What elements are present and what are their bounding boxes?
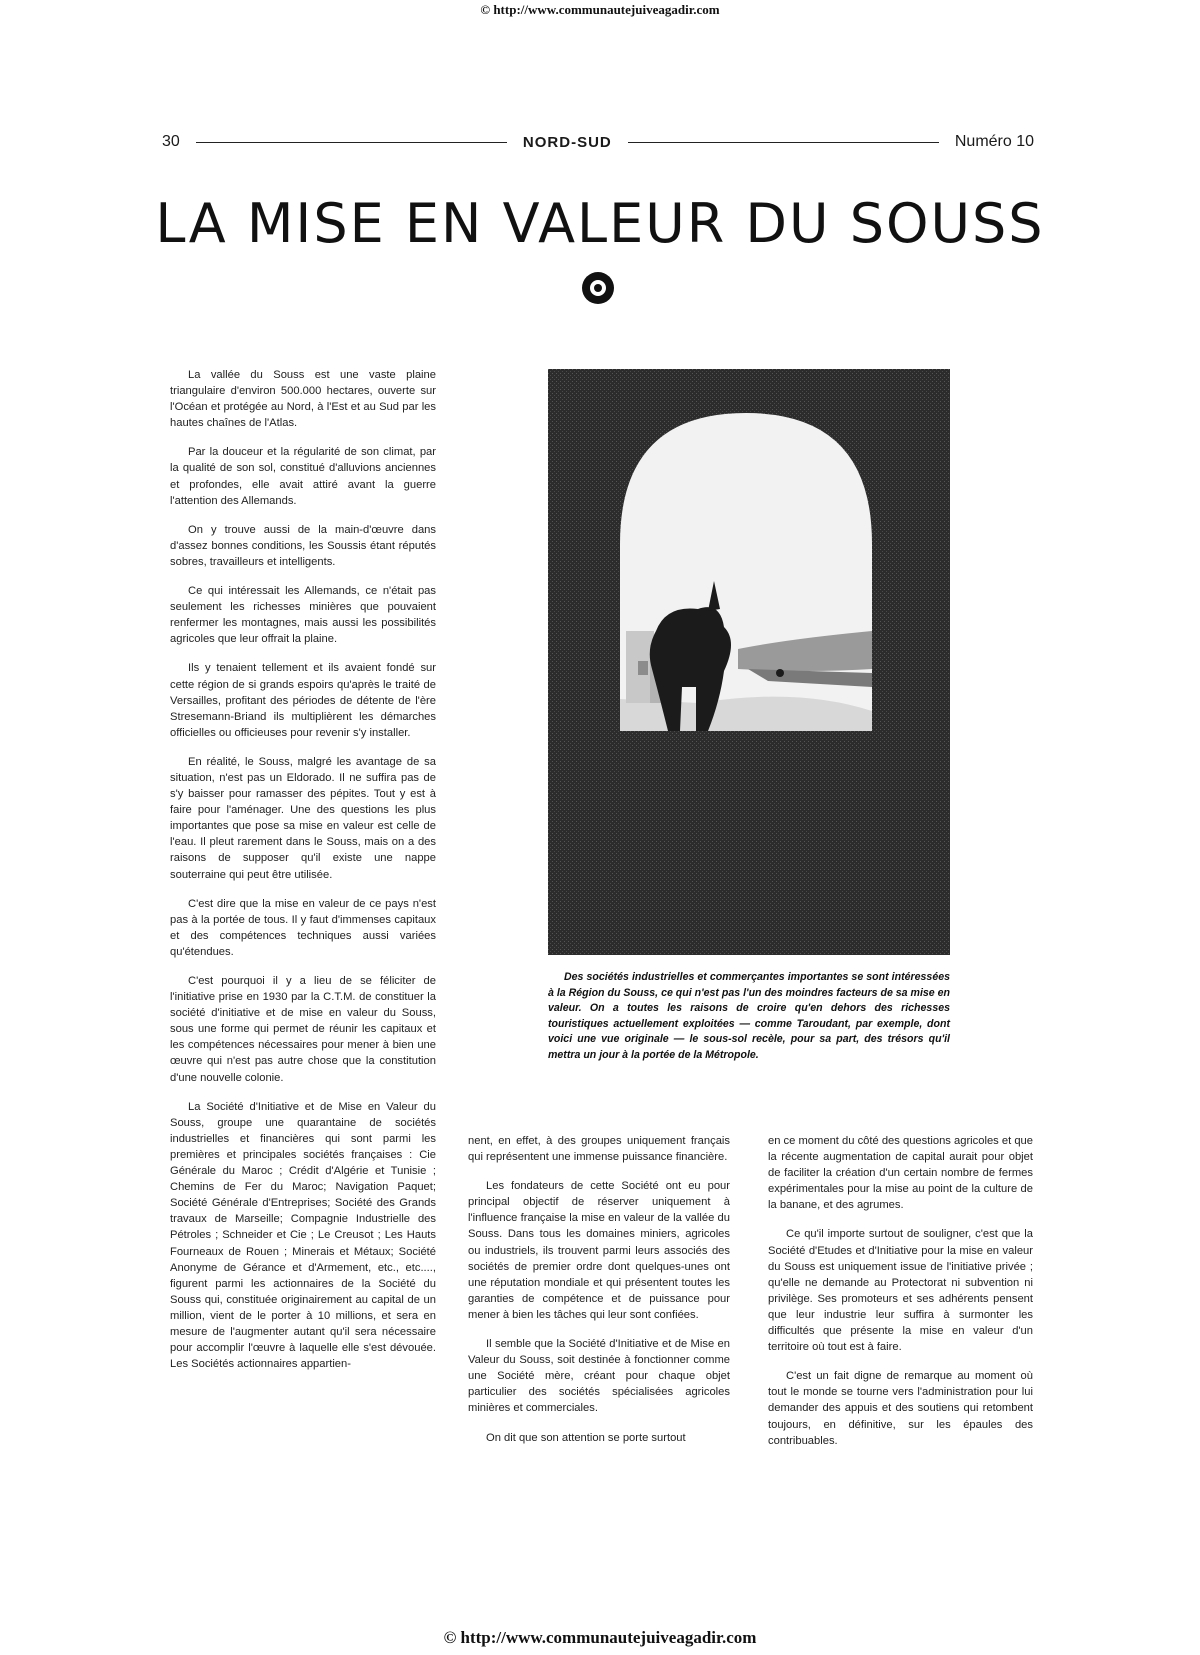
article-title: LA MISE EN VALEUR DU SOUSS [155, 192, 1045, 255]
page-number: 30 [162, 133, 180, 150]
issue-number: Numéro 10 [954, 133, 1035, 150]
journal-name: NORD-SUD [522, 133, 612, 151]
photo-caption: Des sociétés industrielles et commerçantes importantes se sont intéressées à la Région du Souss, ce qui n'est pas l'un des moindres facteurs de sa mise en valeur. On a toutes les raisons de croire qu'en dehors des richesses touristiques actuellement exploitées — comme Taroudant, par exemple, dont voici une vue originale — le sous-sol recèle, pour sa part, des trésors qu'il mettra un jour à la portée de la Métropole. [548, 971, 950, 1061]
paragraph: Il semble que la Société d'Initiative et de Mise en Valeur du Souss, soit destinée à fonctionner comme une Société mère, créant pour chaque objet particulier des sociétés spécialisées agricoles minières et commerciales. [468, 1338, 730, 1415]
paragraph: Par la douceur et la régularité de son climat, par la qualité de son sol, constitué d'alluvions anciennes et profondes, elle avait attiré avant la guerre l'attention des Allemands. [170, 446, 436, 507]
paragraph: en ce moment du côté des questions agricoles et que la récente augmentation de capital aurait pour objet de faciliter la création d'un certain nombre de fermes expérimentales pour la mise au point de la culture de la banane, et des agrumes. [768, 1135, 1033, 1212]
paragraph: En réalité, le Souss, malgré les avantage de sa situation, n'est pas un Eldorado. Il ne suffira pas de s'y baisser pour ramasser des pépites. Tout y est à faire pour l'aménager. Une des questions les plus importantes que pose sa mise en valeur est celle de l'eau. Il pleut rarement dans le Souss, mais on a des raisons de supposer qu'il existe une nappe souterraine qui peut être utilisée. [170, 755, 436, 881]
paragraph: Ils y tenaient tellement et ils avaient fondé sur cette région de si grands espoirs qu'après le traité de Versailles, profitant des périodes de détente de l'ère Stresemann-Briand ils multiplièrent les démarches officielles ou officieuses pour revenir s'y installer. [170, 662, 436, 739]
paragraph: La vallée du Souss est une vaste plaine triangulaire d'environ 500.000 hectares, ouverte sur l'Océan et protégée au Nord, à l'Est et au Sud par les hautes chaînes de l'Atlas. [170, 369, 436, 430]
column-3 [768, 1133, 1033, 1462]
paragraph: La Société d'Initiative et de Mise en Valeur du Souss, groupe une quarantaine de sociétés industrielles et financières qui sont parmi les premières et principales sociétés françaises : Cie Générale du Maroc ; Crédit d'Algérie et Tunisie ; Chemins de Fer du Maroc; Navigation Paquet; Société Générale d'Entreprises; Société des Grands travaux de Marseille; Compagnie Industrielle des Pétroles ; Schneider et Cie ; Le Creusot ; Les Hauts Fourneaux de Rouen ; Minerais et Métaux; Société Anonyme de Gérance et d'Armement, etc., etc...., figurent parmi les actionnaires de la Société du Souss qui, constituée originairement au capital de un million, vient de le porter à 10 millions, et sera en mesure de l'augmenter autant qu'il sera nécessaire pour accomplir l'œuvre à laquelle elle s'est dévouée. Les Sociétés actionnaires appartien- [170, 1100, 436, 1371]
column-1 [170, 367, 436, 1385]
column-2 [468, 1133, 730, 1459]
running-head [162, 130, 1034, 154]
photo-taroudant-gate [548, 369, 950, 955]
header-rule-left [196, 142, 507, 143]
paragraph: C'est dire que la mise en valeur de ce pays n'est pas à la portée de tous. Il y faut d'immenses capitaux et des compétences techniques aussi variées qu'étendues. [170, 897, 436, 958]
paragraph: On dit que son attention se porte surtout [486, 1431, 686, 1444]
paragraph: Les fondateurs de cette Société ont eu pour principal objectif de réserver uniquement à l'influence française la mise en valeur de la vallée du Souss. Dans tous les domaines miniers, agricoles ou industriels, ils trouvent parmi leurs associés des sociétés de premier ordre dont quelques-unes ont une réputation mondiale et qui présentent toutes les garanties de compétence et de puissance pour mener à bien les tâches qui leur sont confiées. [468, 1180, 730, 1321]
paragraph: Ce qui intéressait les Allemands, ce n'était pas seulement les richesses minières que pouvaient renfermer les montagnes, mais aussi les possibilités agricoles que leur offrait la plaine. [170, 585, 436, 646]
header-rule-right [628, 142, 939, 143]
title-ornament-icon [580, 270, 616, 306]
paragraph: C'est un fait digne de remarque au moment où tout le monde se tourne vers l'administration pour lui demander des appuis et des soutiens qui retombent toujours, en définitive, sur les épaules des contribuables. [768, 1370, 1033, 1447]
paragraph: On y trouve aussi de la main-d'œuvre dans d'assez bonnes conditions, les Soussis étant réputés sobres, travailleurs et intelligents. [170, 523, 436, 568]
source-url-bottom: © http://www.communautejuiveagadir.com [443, 1628, 757, 1647]
source-url-top: © http://www.communautejuiveagadir.com [480, 2, 720, 17]
paragraph: Ce qu'il importe surtout de souligner, c'est que la Société d'Etudes et d'Initiative pour la mise en valeur du Souss est uniquement issue de l'initiative privée ; qu'elle ne demande au Protectorat ni subvention ni privilège. Ses promoteurs et ses adhérents pensent que leur industrie leur suffira à surmonter les difficultés que présente la mise en valeur d'un territoire où tout est à faire. [768, 1228, 1033, 1354]
paragraph: nent, en effet, à des groupes uniquement français qui représentent une immense puissance financière. [468, 1135, 730, 1164]
paragraph: C'est pourquoi il y a lieu de se féliciter de l'initiative prise en 1930 par la C.T.M. de constituer la société d'initiative et de mise en valeur du Souss, sous une forme qui permet de réunir les capitaux et les compétences nécessaires pour mener à bien une œuvre qui n'est pas autre chose que la constitution d'une nouvelle colonie. [170, 975, 436, 1084]
